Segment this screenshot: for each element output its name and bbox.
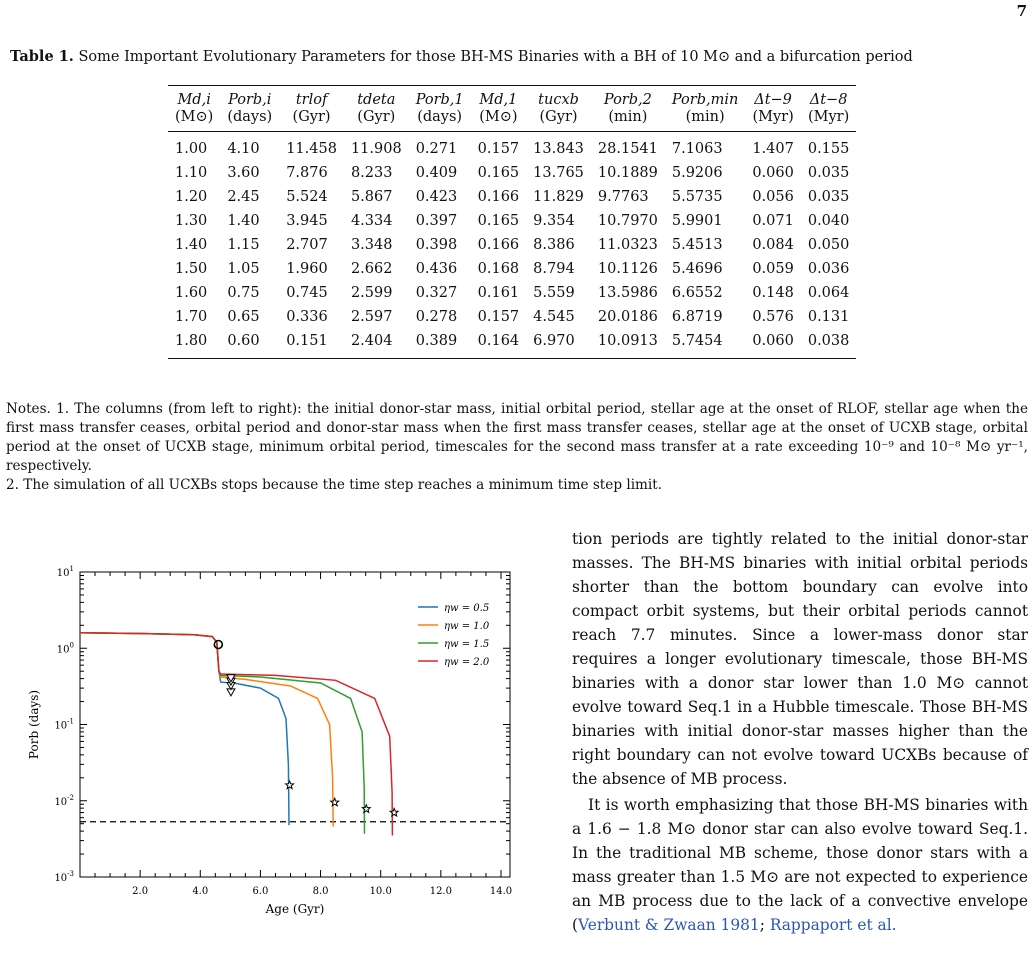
legend-label-2: ηw = 1.5 (444, 639, 490, 650)
table-cell: 1.30 (175, 213, 208, 229)
y-axis-label: Porb (days) (27, 689, 41, 760)
column-unit-8: (min) (665, 109, 745, 132)
series-line-1 (80, 633, 333, 827)
x-tick-label: 2.0 (132, 886, 149, 897)
table-cell: 0.409 (415, 165, 458, 181)
orbital-period-figure (22, 550, 522, 925)
table-cell: 0.164 (477, 333, 520, 349)
table-cell: 2.45 (227, 189, 260, 205)
table-cell: 13.843 (533, 141, 584, 157)
column-unit-10: (Myr) (801, 109, 857, 132)
table-row (168, 132, 856, 162)
table-cell: 0.148 (752, 285, 794, 301)
table-cell: 0.040 (807, 213, 850, 229)
table-cell: 1.40 (227, 213, 260, 229)
column-header-0: Md,i (177, 92, 211, 108)
series-line-0 (80, 633, 289, 825)
citation-verbunt-zwaan[interactable]: Verbunt & Zwaan 1981 (578, 916, 760, 934)
table-cell: 0.157 (477, 141, 520, 157)
column-unit-1: (days) (220, 109, 279, 132)
table-cell: 1.60 (175, 285, 208, 301)
table-body (168, 132, 856, 359)
y-tick-label: $10^{-2}$ (54, 793, 74, 808)
table-cell: 1.10 (175, 165, 208, 181)
table-cell: 3.348 (350, 237, 393, 253)
citation-rappaport[interactable]: Rappaport et al. (769, 916, 897, 934)
table-notes (6, 400, 1028, 495)
table-cell: 0.168 (477, 261, 520, 277)
note-1: Notes. 1. The columns (from left to right): the initial donor-star mass, initial orbital period, stellar age at the onset of RLOF, stellar age when the first mass transfer ceases, orbital period and donor-star mass when the first mass transfer ceases, stellar age at the onset of UCXB stage, orbital period at the onset of UCXB stage, minimum orbital period, timescales for the second mass transfer at a rate exceeding 10⁻⁹ and 10⁻⁸ M⊙ yr⁻¹, respectively. (6, 401, 1028, 474)
table-cell: 5.7454 (671, 333, 723, 349)
body-paragraph-2 (572, 793, 1028, 937)
y-tick-label: $10^0$ (56, 641, 74, 656)
minimum-period-marker-2 (362, 805, 370, 813)
table-cell: 1.70 (175, 309, 208, 325)
table-cell: 5.867 (350, 189, 393, 205)
body-paragraph-2-text: It is worth emphasizing that those BH-MS binaries with a 1.6 − 1.8 M⊙ donor star can also evolve toward Seq.1. In the traditional MB scheme, those donor stars with a mass greater than 1.5 M⊙ are not expected to experience an MB process due to the lack of a convective envelope ( (572, 796, 1028, 934)
y-tick-label: $10^1$ (56, 565, 74, 579)
legend-label-3: ηw = 2.0 (444, 657, 490, 668)
column-header-4: Porb,1 (415, 92, 464, 108)
table-cell: 10.1126 (597, 261, 658, 277)
column-header-9: Δt−9 (754, 92, 792, 108)
orbital-period-chart (22, 550, 522, 925)
table-row (168, 257, 856, 281)
column-unit-5: (M⊙) (471, 109, 527, 132)
table-caption (10, 48, 913, 65)
table-caption-label: Table 1. (10, 48, 74, 65)
legend-label-0: ηw = 0.5 (444, 603, 490, 614)
table-cell: 4.10 (227, 141, 260, 157)
table-cell: 1.80 (175, 333, 208, 349)
table-cell: 1.05 (227, 261, 260, 277)
table-cell: 0.035 (807, 165, 850, 181)
table-cell: 0.745 (286, 285, 328, 301)
x-axis-label: Age (Gyr) (265, 902, 325, 916)
table-row (168, 161, 856, 185)
table-cell: 0.271 (415, 141, 458, 157)
table-cell: 0.397 (415, 213, 458, 229)
column-unit-7: (min) (591, 109, 665, 132)
table-cell: 11.908 (350, 141, 402, 157)
column-header-10: Δt−8 (809, 92, 848, 108)
page-number: 7 (1016, 2, 1027, 20)
table-cell: 0.157 (477, 309, 520, 325)
table-cell: 0.060 (752, 333, 794, 349)
table-cell: 5.559 (533, 285, 575, 301)
table-cell: 0.161 (477, 285, 520, 301)
table-caption-text: Some Important Evolutionary Parameters for those BH-MS Binaries with a BH of 10 M⊙ and a bifurcation period (78, 49, 913, 65)
column-unit-9: (Myr) (745, 109, 801, 132)
table-cell: 11.458 (286, 141, 337, 157)
table-cell: 0.423 (415, 189, 458, 205)
table-cell: 13.5986 (597, 285, 658, 301)
table-cell: 5.4513 (671, 237, 723, 253)
column-unit-4: (days) (409, 109, 471, 132)
table-cell: 9.354 (533, 213, 575, 229)
table-symbol-row (168, 86, 856, 110)
table-row (168, 281, 856, 305)
series-line-2 (80, 633, 365, 834)
column-header-3: tdeta (357, 92, 396, 108)
table-cell: 0.327 (415, 285, 458, 301)
table-cell: 1.15 (227, 237, 260, 253)
table-row (168, 185, 856, 209)
column-header-6: tucxb (538, 92, 579, 108)
column-header-1: Porb,i (228, 92, 272, 108)
x-tick-label: 12.0 (429, 886, 452, 897)
table-cell: 6.6552 (671, 285, 723, 301)
citation-separator: ; (759, 916, 770, 934)
table-cell: 0.75 (227, 285, 260, 301)
table-cell: 0.60 (227, 333, 260, 349)
table-cell: 11.829 (533, 189, 584, 205)
table-cell: 0.155 (807, 141, 850, 157)
table-cell: 10.7970 (597, 213, 658, 229)
x-tick-label: 4.0 (192, 886, 209, 897)
table-cell: 0.576 (752, 309, 794, 325)
table-cell: 2.599 (350, 285, 393, 301)
table-cell: 2.662 (350, 261, 393, 277)
table-cell: 7.1063 (671, 141, 723, 157)
minimum-period-marker-3 (390, 808, 398, 816)
column-unit-2: (Gyr) (279, 109, 344, 132)
table-cell: 0.056 (752, 189, 794, 205)
table-cell: 3.60 (227, 165, 260, 181)
plot-frame (80, 572, 510, 877)
table-cell: 0.071 (752, 213, 794, 229)
table-cell: 5.9206 (671, 165, 723, 181)
table-unit-row (168, 109, 856, 132)
table-cell: 28.1541 (597, 141, 658, 157)
table-cell: 0.166 (477, 237, 520, 253)
table-cell: 13.765 (533, 165, 584, 181)
table-cell: 0.436 (415, 261, 458, 277)
table-cell: 1.407 (752, 141, 794, 157)
table-cell: 0.084 (752, 237, 794, 253)
series-line-3 (80, 633, 392, 836)
minimum-period-marker-1 (331, 798, 339, 806)
table-cell: 1.20 (175, 189, 208, 205)
table-cell: 5.524 (286, 189, 328, 205)
table-cell: 0.064 (807, 285, 850, 301)
table-cell: 10.1889 (597, 165, 658, 181)
table-cell: 0.165 (477, 165, 520, 181)
column-header-7: Porb,2 (603, 92, 652, 108)
table-cell: 0.060 (752, 165, 794, 181)
body-text (572, 527, 1028, 937)
table-cell: 4.545 (533, 309, 575, 325)
table-cell: 0.65 (227, 309, 260, 325)
column-unit-0: (M⊙) (168, 109, 220, 132)
table-cell: 2.597 (350, 309, 393, 325)
y-tick-label: $10^{-3}$ (54, 870, 74, 884)
table-cell: 0.165 (477, 213, 520, 229)
table-cell: 0.036 (807, 261, 850, 277)
table-row (168, 329, 856, 359)
body-paragraph-1: tion periods are tightly related to the initial donor-star masses. The BH-MS binaries with initial orbital periods shorter than the bottom boundary can evolve into compact orbit systems, but their orbital periods cannot reach 7.7 minutes. Since a lower-mass donor star requires a longer evolutionary timescale, those BH-MS binaries with a donor star lower than 1.0 M⊙ cannot evolve toward Seq.1 in a Hubble timescale. Those BH-MS binaries with initial donor-star masses higher than the right boundary can not evolve toward UCXBs because of the absence of MB process. (572, 530, 1028, 788)
table-cell: 0.059 (752, 261, 794, 277)
table-cell: 2.404 (350, 333, 393, 349)
column-unit-6: (Gyr) (526, 109, 591, 132)
table-cell: 1.00 (175, 141, 208, 157)
table-cell: 3.945 (286, 213, 328, 229)
column-header-8: Porb,min (671, 92, 739, 108)
x-tick-label: 10.0 (369, 886, 392, 897)
table-cell: 5.5735 (671, 189, 723, 205)
table-cell: 8.233 (350, 165, 393, 181)
y-tick-label: $10^{-1}$ (54, 717, 74, 732)
table-row (168, 209, 856, 233)
column-header-2: trlof (295, 92, 328, 108)
legend-label-1: ηw = 1.0 (444, 621, 490, 632)
table-cell: 1.960 (286, 261, 328, 277)
table-cell: 0.336 (286, 309, 328, 325)
table-cell: 0.035 (807, 189, 850, 205)
note-2: 2. The simulation of all UCXBs stops because the time step reaches a minimum time step limit. (6, 477, 663, 493)
table-cell: 10.0913 (597, 333, 658, 349)
table-cell: 0.038 (807, 333, 850, 349)
table-cell: 5.4696 (671, 261, 723, 277)
table-cell: 0.398 (415, 237, 458, 253)
table-row (168, 305, 856, 329)
column-unit-3: (Gyr) (344, 109, 409, 132)
table-cell: 0.050 (807, 237, 850, 253)
table-cell: 6.8719 (671, 309, 723, 325)
parameters-table (168, 85, 856, 359)
table-cell: 0.166 (477, 189, 520, 205)
x-tick-label: 14.0 (489, 886, 513, 897)
x-tick-label: 8.0 (312, 886, 329, 897)
table-cell: 1.40 (175, 237, 208, 253)
table-cell: 0.389 (415, 333, 458, 349)
table-cell: 0.131 (807, 309, 850, 325)
table-cell: 8.794 (533, 261, 575, 277)
table-cell: 6.970 (533, 333, 575, 349)
x-tick-label: 6.0 (252, 886, 269, 897)
table-cell: 8.386 (533, 237, 575, 253)
table-cell: 5.9901 (671, 213, 723, 229)
table-cell: 0.151 (286, 333, 328, 349)
table-cell: 20.0186 (597, 309, 658, 325)
minimum-period-marker-0 (286, 781, 294, 789)
table-cell: 0.278 (415, 309, 458, 325)
table-cell: 7.876 (286, 165, 328, 181)
table-cell: 9.7763 (597, 189, 649, 205)
rlof-marker (214, 640, 222, 648)
table-cell: 1.50 (175, 261, 208, 277)
table-cell: 11.0323 (597, 237, 658, 253)
table-cell: 4.334 (350, 213, 393, 229)
column-header-5: Md,1 (479, 92, 518, 108)
table-cell: 2.707 (286, 237, 328, 253)
table-row (168, 233, 856, 257)
